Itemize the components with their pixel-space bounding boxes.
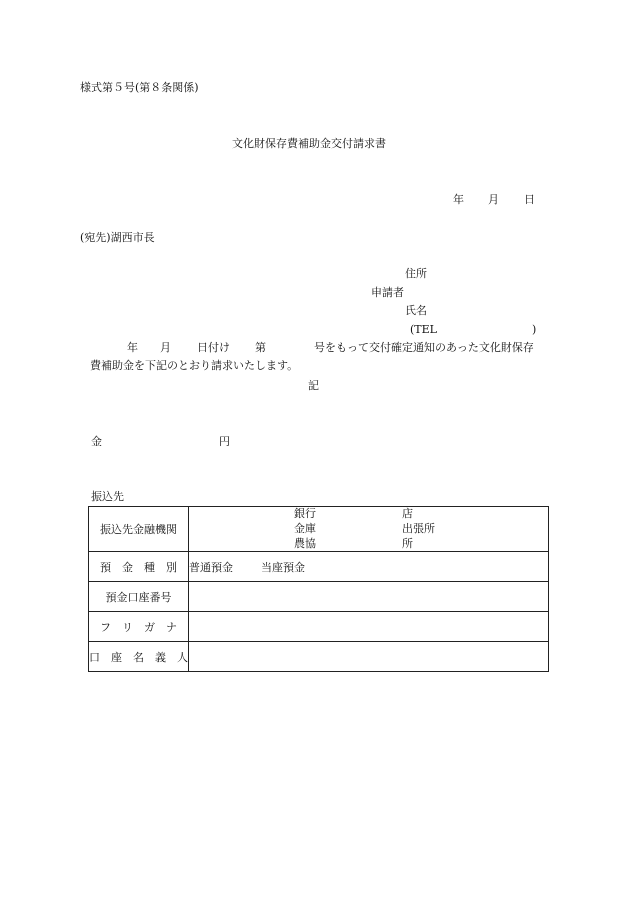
document-title: 文化財保存費補助金交付請求書 bbox=[232, 137, 386, 150]
table-row-furigana bbox=[89, 612, 549, 642]
ki-heading: 記 bbox=[308, 379, 319, 392]
deposit-type-cell[interactable] bbox=[189, 552, 549, 582]
body-month-label: 月 bbox=[160, 341, 171, 354]
furigana-label: フ リ ガ ナ bbox=[89, 612, 189, 642]
table-row-institution bbox=[89, 507, 549, 552]
address-label: 住所 bbox=[405, 267, 427, 280]
account-number-field[interactable] bbox=[189, 582, 549, 612]
bank-type-credit: 金庫 bbox=[294, 522, 316, 535]
branch-type-store: 店 bbox=[402, 507, 413, 520]
date-day-label: 日 bbox=[524, 193, 535, 206]
branch-type-place: 所 bbox=[402, 537, 413, 550]
deposit-option-current[interactable]: 当座預金 bbox=[261, 560, 305, 574]
applicant-label: 申請者 bbox=[371, 286, 404, 299]
bank-type-bank: 銀行 bbox=[294, 507, 316, 520]
date-year-label: 年 bbox=[453, 193, 464, 206]
bank-type-agri: 農協 bbox=[294, 537, 316, 550]
account-holder-field[interactable] bbox=[189, 642, 549, 672]
table-row-account-holder bbox=[89, 642, 549, 672]
account-holder-label: 口 座 名 義 人 bbox=[89, 642, 189, 672]
deposit-option-ordinary[interactable]: 普通預金 bbox=[189, 560, 233, 574]
body-year-label: 年 bbox=[127, 341, 138, 354]
transfer-table bbox=[88, 506, 549, 672]
institution-cell[interactable] bbox=[189, 507, 549, 552]
name-label: 氏名 bbox=[405, 304, 427, 317]
institution-label: 振込先金融機関 bbox=[89, 507, 189, 552]
table-row-account-number bbox=[89, 582, 549, 612]
branch-type-office: 出張所 bbox=[402, 522, 435, 535]
furigana-field[interactable] bbox=[189, 612, 549, 642]
amount-label: 金 bbox=[91, 435, 102, 448]
tel-close-paren: ) bbox=[532, 323, 537, 336]
transfer-heading: 振込先 bbox=[91, 490, 124, 503]
body-number-prefix: 第 bbox=[255, 341, 266, 354]
table-row-deposit-type bbox=[89, 552, 549, 582]
body-text-line2: 費補助金を下記のとおり請求いたします。 bbox=[90, 359, 299, 372]
account-number-label: 預金口座番号 bbox=[89, 582, 189, 612]
body-text-line1: 号をもって交付確定通知のあった文化財保存 bbox=[314, 341, 534, 354]
tel-label: (TEL bbox=[410, 323, 437, 336]
addressee: (宛先)湖西市長 bbox=[80, 231, 155, 244]
amount-yen-label: 円 bbox=[219, 435, 230, 448]
form-number: 様式第５号(第８条関係) bbox=[80, 81, 199, 94]
body-dated-label: 日付け bbox=[197, 341, 230, 354]
deposit-type-label: 預 金 種 別 bbox=[89, 552, 189, 582]
date-month-label: 月 bbox=[488, 193, 499, 206]
